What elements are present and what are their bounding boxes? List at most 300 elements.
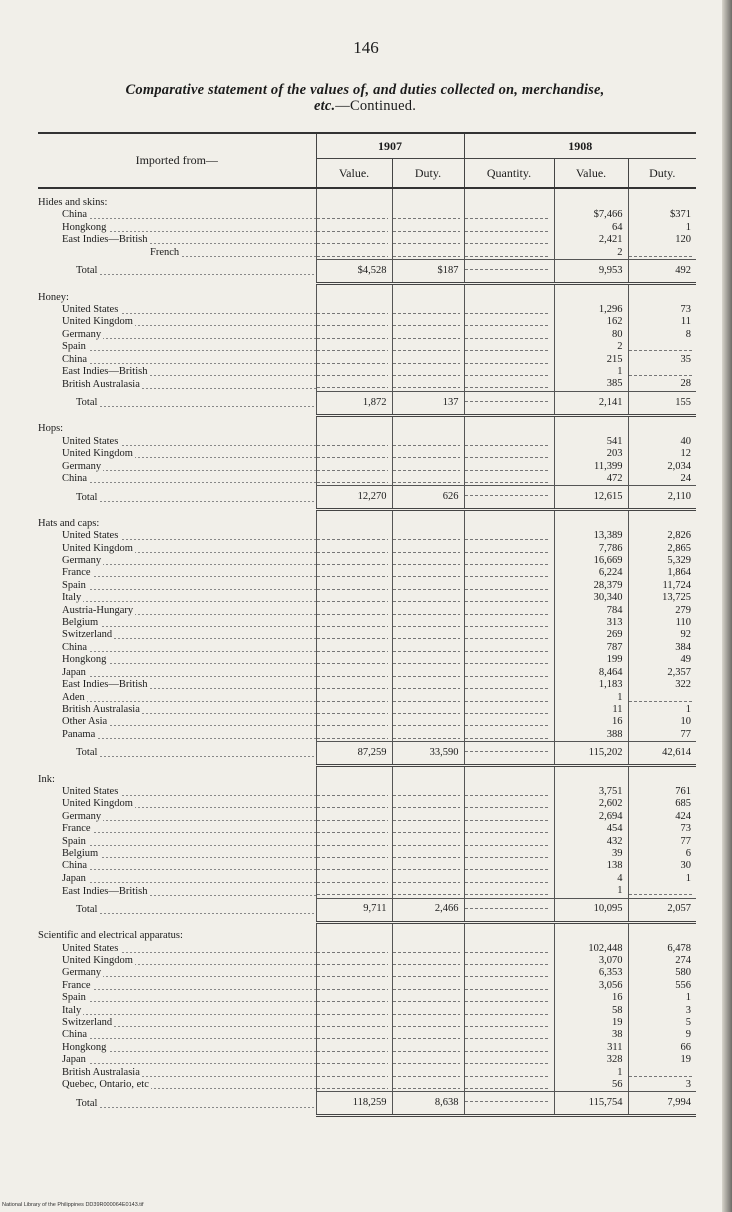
row-label: [38, 967, 316, 979]
empty-cell: [392, 188, 464, 209]
cell-d08: 279: [628, 605, 696, 617]
row-label-text: Spain: [62, 992, 86, 1004]
row-label-text: United Kingdom: [62, 448, 133, 460]
cell-qty: [464, 654, 554, 666]
cell-v08: 3,070: [554, 955, 628, 967]
cell-v07: [316, 234, 392, 246]
row-label: [38, 1054, 316, 1066]
row-label-leader: [62, 530, 316, 542]
cell-d08: 11: [628, 316, 696, 328]
cell-d08: 322: [628, 679, 696, 691]
total-cell-v08: 115,202: [554, 742, 628, 766]
row-label-text: China: [62, 473, 88, 485]
cell-v08: 328: [554, 1054, 628, 1066]
row-label-leader: [62, 642, 316, 654]
table-row: [38, 836, 696, 848]
total-cell-v08: 12,615: [554, 486, 628, 510]
row-label-leader: [62, 811, 316, 823]
row-label-leader: [62, 567, 316, 579]
cell-d08: 11,724: [628, 580, 696, 592]
cell-v08: 432: [554, 836, 628, 848]
cell-d08: 1: [628, 704, 696, 716]
cell-v08: 2,421: [554, 234, 628, 246]
row-label: [38, 667, 316, 679]
total-label: [38, 1092, 316, 1116]
total-cell-v08: 115,754: [554, 1092, 628, 1116]
row-label: [38, 980, 316, 992]
cell-v07: [316, 316, 392, 328]
empty-cell: [554, 922, 628, 942]
row-label-text: United Kingdom: [62, 955, 133, 966]
row-label-text: United Kingdom: [62, 542, 133, 554]
cell-d07: [392, 329, 464, 341]
table-row: [38, 848, 696, 860]
cell-d07: [392, 955, 464, 967]
cell-d07: [392, 592, 464, 604]
table-row: [38, 1079, 696, 1092]
cell-qty: [464, 580, 554, 592]
cell-v08: 454: [554, 823, 628, 835]
table-row: [38, 1005, 696, 1017]
empty-cell: [392, 766, 464, 786]
total-row: [38, 260, 696, 284]
cell-qty: [464, 543, 554, 555]
cell-d07: [392, 967, 464, 979]
cell-v07: [316, 247, 392, 260]
row-label-text: Hongkong: [62, 654, 107, 666]
cell-d07: [392, 786, 464, 798]
row-label-text: East Indies—British: [62, 234, 148, 246]
row-label: [38, 836, 316, 848]
page-number: 146: [353, 38, 379, 57]
cell-v08: 39: [554, 848, 628, 860]
row-label-leader: [62, 555, 316, 567]
section-name: Ink:: [38, 773, 55, 785]
table-row: [38, 667, 696, 679]
cell-qty: [464, 222, 554, 234]
row-label: [38, 1005, 316, 1017]
row-label: [38, 786, 316, 798]
cell-d07: [392, 704, 464, 716]
table-row: [38, 692, 696, 704]
row-label-leader: [62, 967, 316, 979]
total-label-text: Total: [76, 491, 98, 503]
row-label-leader: [62, 448, 316, 460]
cell-v07: [316, 654, 392, 666]
total-label-text: Total: [76, 265, 98, 277]
row-label-text: Japan: [62, 1054, 86, 1066]
row-label-text: British Australasia: [62, 1066, 140, 1078]
cell-d08: 9: [628, 1029, 696, 1041]
empty-cell: [628, 510, 696, 530]
total-cell-qty: [464, 486, 554, 510]
cell-qty: [464, 823, 554, 835]
table-row: [38, 378, 696, 391]
cell-d08: 3: [628, 1079, 696, 1092]
total-cell-d07: 33,590: [392, 742, 464, 766]
table-row: [38, 786, 696, 798]
total-label-leader: [76, 265, 316, 277]
cell-d08: 424: [628, 811, 696, 823]
cell-qty: [464, 341, 554, 353]
table-row: [38, 1017, 696, 1029]
row-label-leader: [62, 679, 316, 691]
row-label: [38, 448, 316, 460]
cell-d08: 2,034: [628, 461, 696, 473]
cell-v07: [316, 617, 392, 629]
table-row: [38, 811, 696, 823]
empty-cell: [554, 415, 628, 435]
total-label-leader: [76, 397, 316, 409]
cell-qty: [464, 980, 554, 992]
total-label-text: Total: [76, 1097, 98, 1109]
cell-d07: [392, 836, 464, 848]
section-header-row: [38, 922, 696, 942]
cell-qty: [464, 448, 554, 460]
row-label: [38, 555, 316, 567]
row-label: [38, 341, 316, 353]
cell-qty: [464, 811, 554, 823]
cell-v08: 4: [554, 873, 628, 885]
cell-v08: 1,183: [554, 679, 628, 691]
cell-v08: 138: [554, 860, 628, 872]
table-row: [38, 704, 696, 716]
cell-v07: [316, 967, 392, 979]
row-label-text: United Kingdom: [62, 316, 133, 328]
cell-v07: [316, 642, 392, 654]
row-label-leader: [62, 629, 316, 641]
cell-d08: 6,478: [628, 943, 696, 955]
cell-qty: [464, 992, 554, 1004]
row-label-text: Spain: [62, 579, 86, 591]
row-label-text: Italy: [62, 1004, 82, 1016]
row-label: [38, 436, 316, 448]
cell-v07: [316, 605, 392, 617]
cell-d08: 49: [628, 654, 696, 666]
row-label: [38, 955, 316, 967]
cell-v08: 3,751: [554, 786, 628, 798]
row-label: [38, 530, 316, 542]
empty-cell: [464, 766, 554, 786]
total-cell-v08: 9,953: [554, 260, 628, 284]
table-row: [38, 729, 696, 742]
row-label-leader: [62, 943, 316, 955]
table-row: [38, 304, 696, 316]
cell-v07: [316, 341, 392, 353]
row-label: [38, 378, 316, 391]
cell-qty: [464, 247, 554, 260]
table-row: [38, 341, 696, 353]
table-row: [38, 222, 696, 234]
row-label: [38, 798, 316, 810]
header-duty-1908: Duty.: [628, 159, 696, 189]
empty-cell: [392, 922, 464, 942]
cell-d08: 3: [628, 1005, 696, 1017]
row-label-leader: [62, 716, 316, 728]
total-cell-d08: 7,994: [628, 1092, 696, 1116]
cell-v08: 16,669: [554, 555, 628, 567]
cell-v07: [316, 448, 392, 460]
cell-d07: [392, 1017, 464, 1029]
cell-v07: [316, 530, 392, 542]
total-row: [38, 486, 696, 510]
empty-cell: [464, 284, 554, 304]
cell-v07: [316, 378, 392, 391]
row-label-leader: [62, 836, 316, 848]
cell-d08: [628, 341, 696, 353]
cell-v08: 6,224: [554, 567, 628, 579]
row-label-text: United States: [62, 530, 119, 542]
cell-v08: 7,786: [554, 543, 628, 555]
cell-d07: [392, 1005, 464, 1017]
row-label: [38, 1067, 316, 1079]
cell-qty: [464, 798, 554, 810]
empty-cell: [392, 415, 464, 435]
cell-v07: [316, 679, 392, 691]
row-label-leader: [62, 860, 316, 872]
row-label: [38, 209, 316, 221]
cell-d08: 92: [628, 629, 696, 641]
total-cell-d08: 155: [628, 391, 696, 415]
cell-v07: [316, 704, 392, 716]
row-label-text: France: [62, 979, 91, 991]
cell-qty: [464, 461, 554, 473]
total-label-text: Total: [76, 747, 98, 759]
cell-d07: [392, 667, 464, 679]
cell-v07: [316, 436, 392, 448]
cell-d08: 120: [628, 234, 696, 246]
total-cell-qty: [464, 1092, 554, 1116]
table-row: [38, 530, 696, 542]
cell-d08: 6: [628, 848, 696, 860]
cell-v07: [316, 885, 392, 898]
page-title: [20, 82, 710, 114]
empty-cell: [316, 415, 392, 435]
row-label-leader: [62, 848, 316, 860]
cell-d07: [392, 992, 464, 1004]
header-value-1908: Value.: [554, 159, 628, 189]
cell-v08: 2,694: [554, 811, 628, 823]
empty-cell: [392, 284, 464, 304]
total-row: [38, 898, 696, 922]
empty-cell: [628, 284, 696, 304]
total-label: [38, 391, 316, 415]
row-label: [38, 247, 316, 260]
cell-v08: 472: [554, 473, 628, 486]
total-cell-v07: 12,270: [316, 486, 392, 510]
total-cell-d08: 492: [628, 260, 696, 284]
cell-v08: 1: [554, 885, 628, 898]
row-label-leader: [62, 955, 316, 967]
total-cell-v07: 1,872: [316, 391, 392, 415]
total-cell-v08: 2,141: [554, 391, 628, 415]
row-label-text: Japan: [62, 872, 86, 884]
cell-v07: [316, 823, 392, 835]
row-label-text: British Australasia: [62, 703, 140, 715]
empty-cell: [316, 766, 392, 786]
cell-d08: 1: [628, 222, 696, 234]
cell-d08: 40: [628, 436, 696, 448]
cell-v08: 28,379: [554, 580, 628, 592]
table-row: [38, 617, 696, 629]
row-label: [38, 860, 316, 872]
cell-qty: [464, 234, 554, 246]
total-label-leader: [76, 492, 316, 504]
section-name: Hops:: [38, 423, 64, 435]
total-label: [38, 260, 316, 284]
row-label-text: United States: [62, 435, 119, 447]
row-label-leader: [62, 1029, 316, 1041]
cell-v07: [316, 473, 392, 486]
row-label: [38, 1042, 316, 1054]
cell-v07: [316, 992, 392, 1004]
cell-d08: 10: [628, 716, 696, 728]
cell-v07: [316, 848, 392, 860]
cell-d07: [392, 234, 464, 246]
total-label: [38, 898, 316, 922]
row-label-text: United States: [62, 303, 119, 315]
total-label: [38, 486, 316, 510]
table-row: [38, 448, 696, 460]
row-label-text: United Kingdom: [62, 798, 133, 810]
row-label: [38, 592, 316, 604]
cell-d07: [392, 617, 464, 629]
cell-d08: [628, 1067, 696, 1079]
cell-v08: 56: [554, 1079, 628, 1092]
cell-d07: [392, 1079, 464, 1092]
cell-v07: [316, 873, 392, 885]
cell-qty: [464, 316, 554, 328]
cell-d07: [392, 555, 464, 567]
row-label-leader: [62, 786, 316, 798]
cell-d07: [392, 798, 464, 810]
cell-d07: [392, 461, 464, 473]
row-label-leader: [62, 366, 316, 378]
row-label-text: Germany: [62, 967, 102, 979]
section-name: Honey:: [38, 291, 69, 303]
cell-d08: $371: [628, 209, 696, 221]
table-row: [38, 885, 696, 898]
row-label-text: China: [62, 860, 88, 872]
table-row: [38, 1054, 696, 1066]
row-label: [38, 885, 316, 898]
table-row: [38, 873, 696, 885]
cell-qty: [464, 704, 554, 716]
row-label: [38, 943, 316, 955]
cell-v08: 58: [554, 1005, 628, 1017]
cell-v08: 8,464: [554, 667, 628, 679]
row-label-text: Switzerland: [62, 629, 113, 641]
empty-cell: [392, 510, 464, 530]
cell-v08: 388: [554, 729, 628, 742]
row-label-leader: [62, 461, 316, 473]
cell-v08: 102,448: [554, 943, 628, 955]
cell-d08: 12: [628, 448, 696, 460]
cell-d07: [392, 823, 464, 835]
cell-d07: [392, 1042, 464, 1054]
cell-v08: 11,399: [554, 461, 628, 473]
row-label-text: Hongkong: [62, 221, 107, 233]
row-label-leader: [62, 704, 316, 716]
cell-qty: [464, 329, 554, 341]
row-label-text: Switzerland: [62, 1017, 113, 1029]
header-year-1908: 1908: [464, 133, 696, 159]
row-label: [38, 629, 316, 641]
cell-v08: 6,353: [554, 967, 628, 979]
cell-d08: 30: [628, 860, 696, 872]
section-name: Hats and caps:: [38, 517, 100, 529]
row-label: [38, 1029, 316, 1041]
row-label: [38, 729, 316, 742]
cell-v07: [316, 980, 392, 992]
table-row: [38, 366, 696, 378]
cell-v07: [316, 786, 392, 798]
total-cell-d08: 2,057: [628, 898, 696, 922]
cell-d07: [392, 860, 464, 872]
cell-v08: $7,466: [554, 209, 628, 221]
row-label-leader: [62, 667, 316, 679]
cell-d07: [392, 980, 464, 992]
cell-d07: [392, 473, 464, 486]
cell-qty: [464, 530, 554, 542]
cell-v07: [316, 1079, 392, 1092]
cell-v07: [316, 366, 392, 378]
cell-qty: [464, 1005, 554, 1017]
cell-v08: 541: [554, 436, 628, 448]
section-name: Hides and skins:: [38, 197, 108, 208]
cell-d07: [392, 341, 464, 353]
row-label-text: East Indies—British: [62, 885, 148, 897]
table-row: [38, 592, 696, 604]
cell-qty: [464, 848, 554, 860]
cell-qty: [464, 729, 554, 742]
cell-d08: [628, 366, 696, 378]
row-label: [38, 654, 316, 666]
row-label-leader: [62, 1005, 316, 1017]
cell-d08: [628, 247, 696, 260]
cell-d08: 19: [628, 1054, 696, 1066]
row-label-text: Italy: [62, 592, 82, 604]
row-label: [38, 366, 316, 378]
empty-cell: [554, 188, 628, 209]
cell-qty: [464, 605, 554, 617]
cell-d08: 35: [628, 354, 696, 366]
row-label-leader: [62, 379, 316, 391]
total-cell-d08: 42,614: [628, 742, 696, 766]
cell-d08: 761: [628, 786, 696, 798]
row-label: [38, 580, 316, 592]
cell-qty: [464, 860, 554, 872]
row-label: [38, 304, 316, 316]
table-row: [38, 543, 696, 555]
cell-d07: [392, 378, 464, 391]
cell-d07: [392, 209, 464, 221]
cell-v07: [316, 860, 392, 872]
cell-d07: [392, 729, 464, 742]
cell-d08: 73: [628, 823, 696, 835]
cell-v08: 1: [554, 692, 628, 704]
table-row: [38, 605, 696, 617]
cell-qty: [464, 209, 554, 221]
empty-cell: [316, 510, 392, 530]
cell-v08: 784: [554, 605, 628, 617]
row-label: [38, 692, 316, 704]
cell-qty: [464, 617, 554, 629]
cell-v08: 3,056: [554, 980, 628, 992]
row-label-text: Germany: [62, 328, 102, 340]
row-label-text: France: [62, 567, 91, 579]
cell-v07: [316, 1042, 392, 1054]
